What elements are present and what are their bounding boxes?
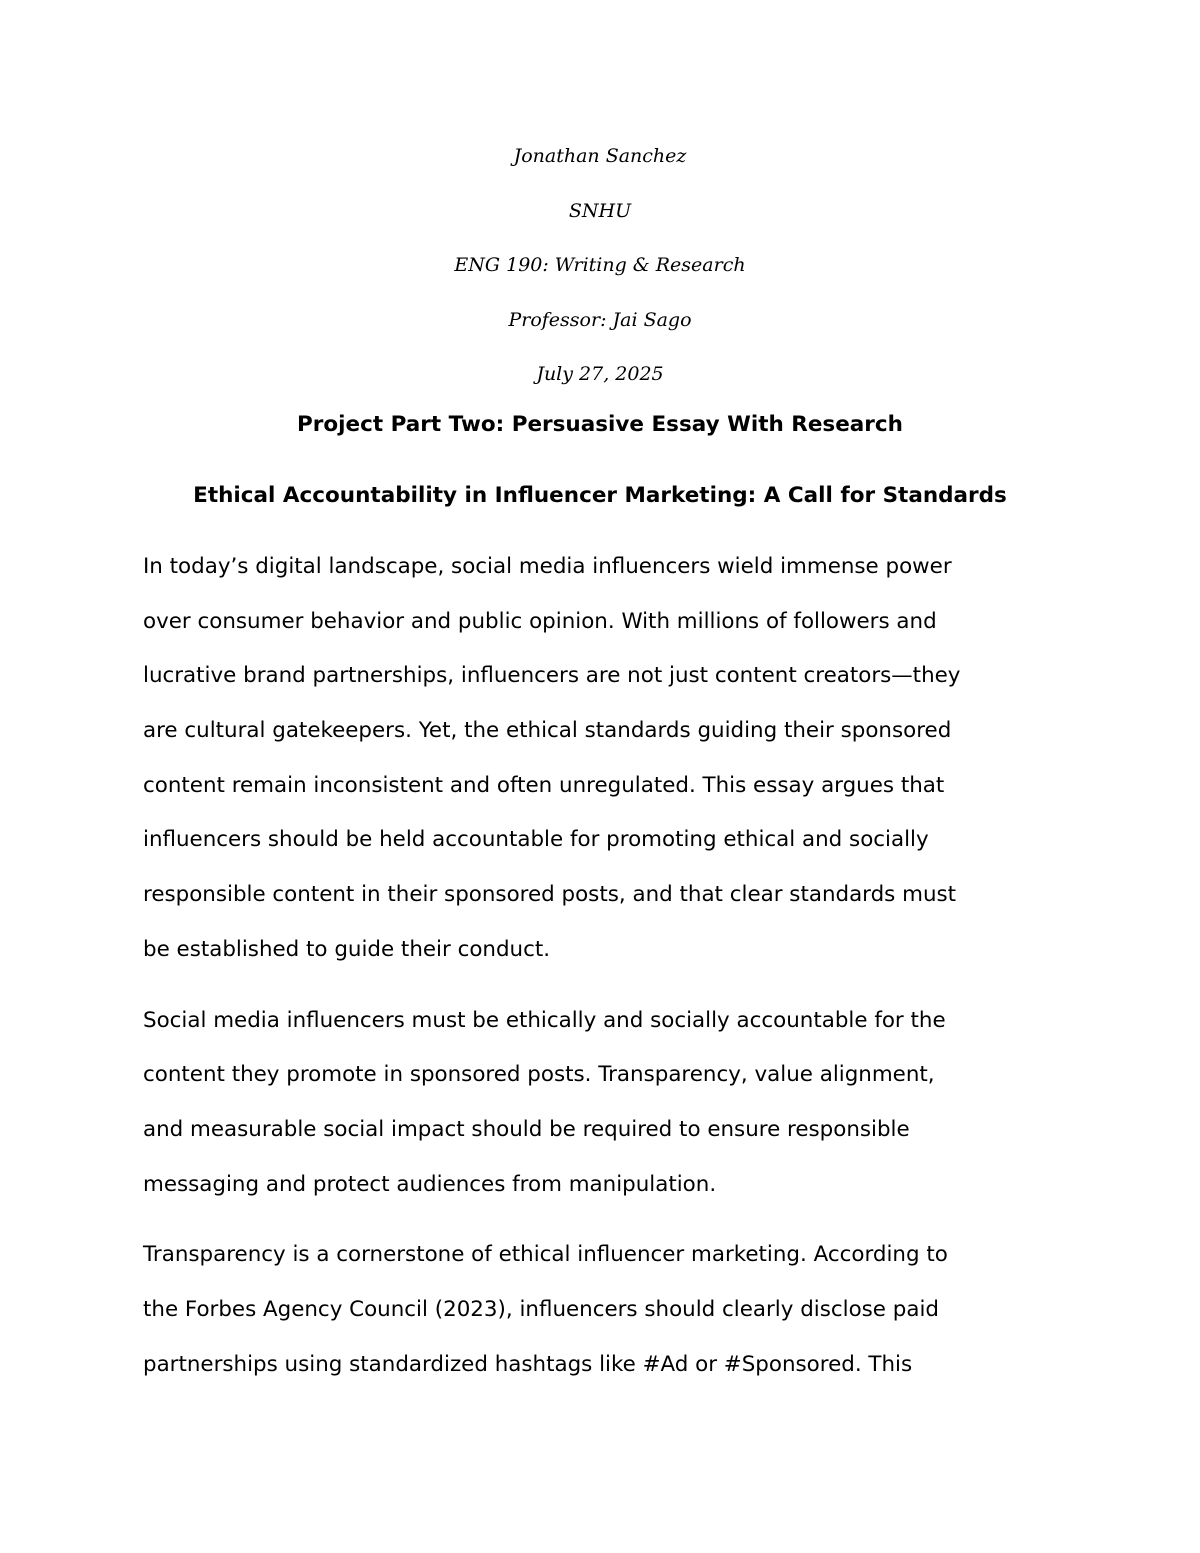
paragraph-line: are cultural gatekeepers. Yet, the ethical standards guiding their sponsored: [143, 718, 952, 744]
paragraph-line: content remain inconsistent and often unregulated. This essay argues that: [143, 772, 945, 798]
paragraph-line: influencers should be held accountable for promoting ethical and socially: [143, 827, 929, 853]
essay-title: Ethical Accountability in Influencer Marketing: A Call for Standards: [193, 483, 1007, 508]
paragraph-line: lucrative brand partnerships, influencers are not just content creators—they: [143, 663, 961, 689]
paragraph-transparency: [143, 1237, 1063, 1401]
professor-name: Professor: Jai Sago: [508, 308, 692, 331]
paragraph-line: Social media influencers must be ethically and socially accountable for the: [143, 1007, 946, 1033]
paragraph-line: messaging and protect audiences from manipulation.: [143, 1171, 717, 1197]
paragraph-line: the Forbes Agency Council (2023), influencers should clearly disclose paid: [143, 1296, 939, 1322]
paragraph-intro: [143, 549, 1063, 987]
submission-date: July 27, 2025: [536, 363, 664, 385]
paragraph-line: and measurable social impact should be required to ensure responsible: [143, 1116, 910, 1142]
course-name: ENG 190: Writing & Research: [454, 254, 746, 276]
paragraph-line: over consumer behavior and public opinion. With millions of followers and: [143, 608, 937, 634]
institution-name: SNHU: [568, 199, 632, 222]
paragraph-thesis: [143, 1003, 1063, 1222]
paragraph-line: responsible content in their sponsored posts, and that clear standards must: [143, 882, 957, 908]
paragraph-line: content they promote in sponsored posts. Transparency, value alignment,: [143, 1062, 935, 1088]
paragraph-line: partnerships using standardized hashtags like #Ad or #Sponsored. This: [143, 1351, 913, 1377]
essay-header: [0, 136, 1200, 409]
paragraph-line: Transparency is a cornerstone of ethical influencer marketing. According to: [143, 1242, 948, 1268]
essay-body: [143, 549, 1063, 1417]
paragraph-line: In today’s digital landscape, social media influencers wield immense power: [143, 554, 952, 579]
project-title: Project Part Two: Persuasive Essay With Research: [297, 412, 903, 437]
paragraph-line: be established to guide their conduct.: [143, 936, 551, 962]
author-name: Jonathan Sanchez: [513, 145, 687, 167]
